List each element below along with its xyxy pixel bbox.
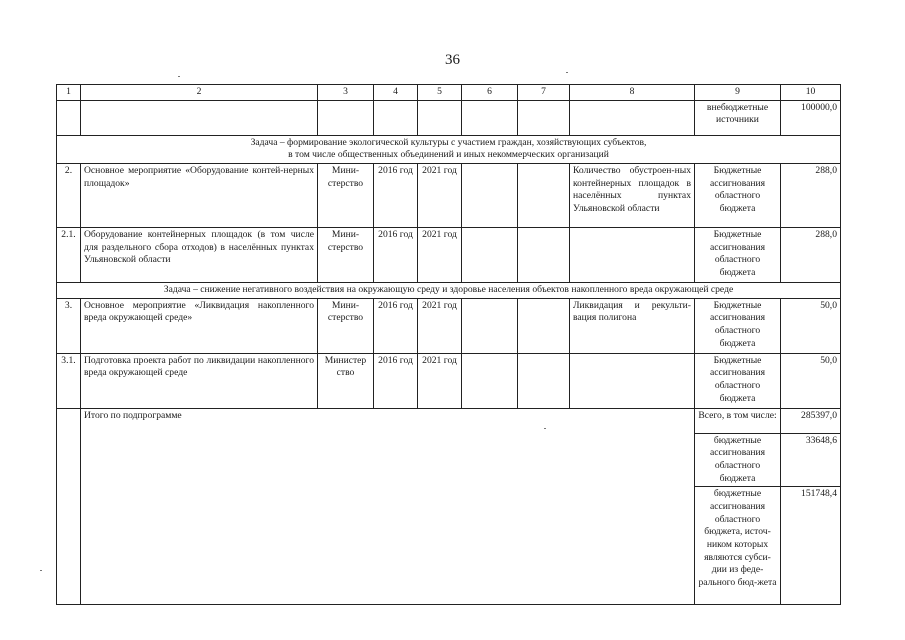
- cell-empty: [518, 100, 570, 135]
- program-table: [56, 84, 841, 605]
- start-year: 2016 год: [374, 163, 418, 227]
- funding-amount: 151748,4: [781, 487, 841, 605]
- funding-amount: 288,0: [781, 163, 841, 227]
- header-cell: 7: [518, 85, 570, 101]
- row-number: 2.: [57, 163, 81, 227]
- funding-amount: 288,0: [781, 227, 841, 282]
- cell-empty: [518, 298, 570, 353]
- header-row: [57, 85, 841, 101]
- scan-speck: [178, 76, 180, 77]
- task-row: [57, 282, 841, 298]
- table-row: [57, 298, 841, 353]
- scan-speck: [566, 72, 568, 73]
- row-number: 2.1.: [57, 227, 81, 282]
- cell-empty: [462, 298, 518, 353]
- header-cell: 5: [418, 85, 462, 101]
- cell-empty: [570, 100, 695, 135]
- target-indicator: Ликвидация и рекульти-вация полигона: [570, 298, 695, 353]
- cell-empty: [318, 100, 374, 135]
- activity-name: Подготовка проекта работ по ликвидации накопленного вреда окружающей среде: [81, 353, 318, 408]
- cell-empty: [462, 163, 518, 227]
- cell-empty: [518, 227, 570, 282]
- header-cell: 3: [318, 85, 374, 101]
- end-year: 2021 год: [418, 163, 462, 227]
- executor: Мини-стерство: [318, 298, 374, 353]
- funding-amount: 285397,0: [781, 408, 841, 433]
- cell-empty: [374, 100, 418, 135]
- activity-name: Основное мероприятие «Оборудование контей-нерных площадок»: [81, 163, 318, 227]
- cell-empty: [57, 408, 81, 605]
- task-heading: [57, 282, 841, 298]
- table-row: [57, 100, 841, 135]
- total-label: Итого по подпрограмме: [81, 408, 695, 605]
- executor: Министер ство: [318, 353, 374, 408]
- header-cell: 2: [81, 85, 318, 101]
- start-year: 2016 год: [374, 353, 418, 408]
- header-cell: 6: [462, 85, 518, 101]
- cell-empty: [462, 100, 518, 135]
- cell-empty: [462, 353, 518, 408]
- funding-amount: 50,0: [781, 353, 841, 408]
- task-heading: [57, 135, 841, 163]
- header-cell: 10: [781, 85, 841, 101]
- end-year: 2021 год: [418, 227, 462, 282]
- funding-source: Всего, в том числе:: [695, 408, 781, 433]
- task-line: в том числе общественных объединений и иных некоммерческих организаций: [288, 149, 609, 161]
- cell-empty: [418, 100, 462, 135]
- row-number: 3.: [57, 298, 81, 353]
- table-row: [57, 408, 841, 433]
- funding-source: внебюджетные источники: [695, 100, 781, 135]
- end-year: 2021 год: [418, 353, 462, 408]
- page-number: 36: [445, 52, 460, 68]
- funding-source: Бюджетные ассигнования областного бюджета: [695, 163, 781, 227]
- header-cell: 4: [374, 85, 418, 101]
- task-line: Задача – формирование экологической культуры с участием граждан, хозяйствующих субъектов,: [250, 136, 647, 148]
- funding-source: Бюджетные ассигнования областного бюджета: [695, 298, 781, 353]
- funding-source: Бюджетные ассигнования областного бюджета: [695, 227, 781, 282]
- activity-name: Основное мероприятие «Ликвидация накопленного вреда окружающей среде»: [81, 298, 318, 353]
- header-cell: 1: [57, 85, 81, 101]
- start-year: 2016 год: [374, 298, 418, 353]
- cell-empty: [81, 100, 318, 135]
- start-year: 2016 год: [374, 227, 418, 282]
- scan-speck: [40, 570, 42, 571]
- funding-source: бюджетные ассигнования областного бюджета: [695, 433, 781, 487]
- funding-amount: 50,0: [781, 298, 841, 353]
- funding-amount: 33648,6: [781, 433, 841, 487]
- funding-source: бюджетные ассигнования областного бюджета, источ-ником которых являются субси-дии из феде-рального бюд-жета: [695, 487, 781, 605]
- task-row: [57, 135, 841, 163]
- executor: Мини-стерство: [318, 227, 374, 282]
- cell-empty: [518, 353, 570, 408]
- header-cell: 9: [695, 85, 781, 101]
- scan-speck: [544, 428, 546, 429]
- table-row: [57, 163, 841, 227]
- end-year: 2021 год: [418, 298, 462, 353]
- table-row: [57, 353, 841, 408]
- activity-name: Оборудование контейнерных площадок (в том числе для раздельного сбора отходов) в населённых пунктах Ульяновской области: [81, 227, 318, 282]
- cell-empty: [570, 227, 695, 282]
- funding-amount: 100000,0: [781, 100, 841, 135]
- row-number: 3.1.: [57, 353, 81, 408]
- cell-empty: [57, 100, 81, 135]
- target-indicator: Количество обустроен-ных контейнерных площадок в населённых пунктах Ульяновской области: [570, 163, 695, 227]
- funding-source: Бюджетные ассигнования областного бюджета: [695, 353, 781, 408]
- header-cell: 8: [570, 85, 695, 101]
- cell-empty: [570, 353, 695, 408]
- table-row: [57, 227, 841, 282]
- executor: Мини-стерство: [318, 163, 374, 227]
- cell-empty: [462, 227, 518, 282]
- cell-empty: [518, 163, 570, 227]
- task-line: Задача – снижение негативного воздействия на окружающую среду и здоровье населения объектов накопленного вреда окружающей среде: [163, 283, 734, 295]
